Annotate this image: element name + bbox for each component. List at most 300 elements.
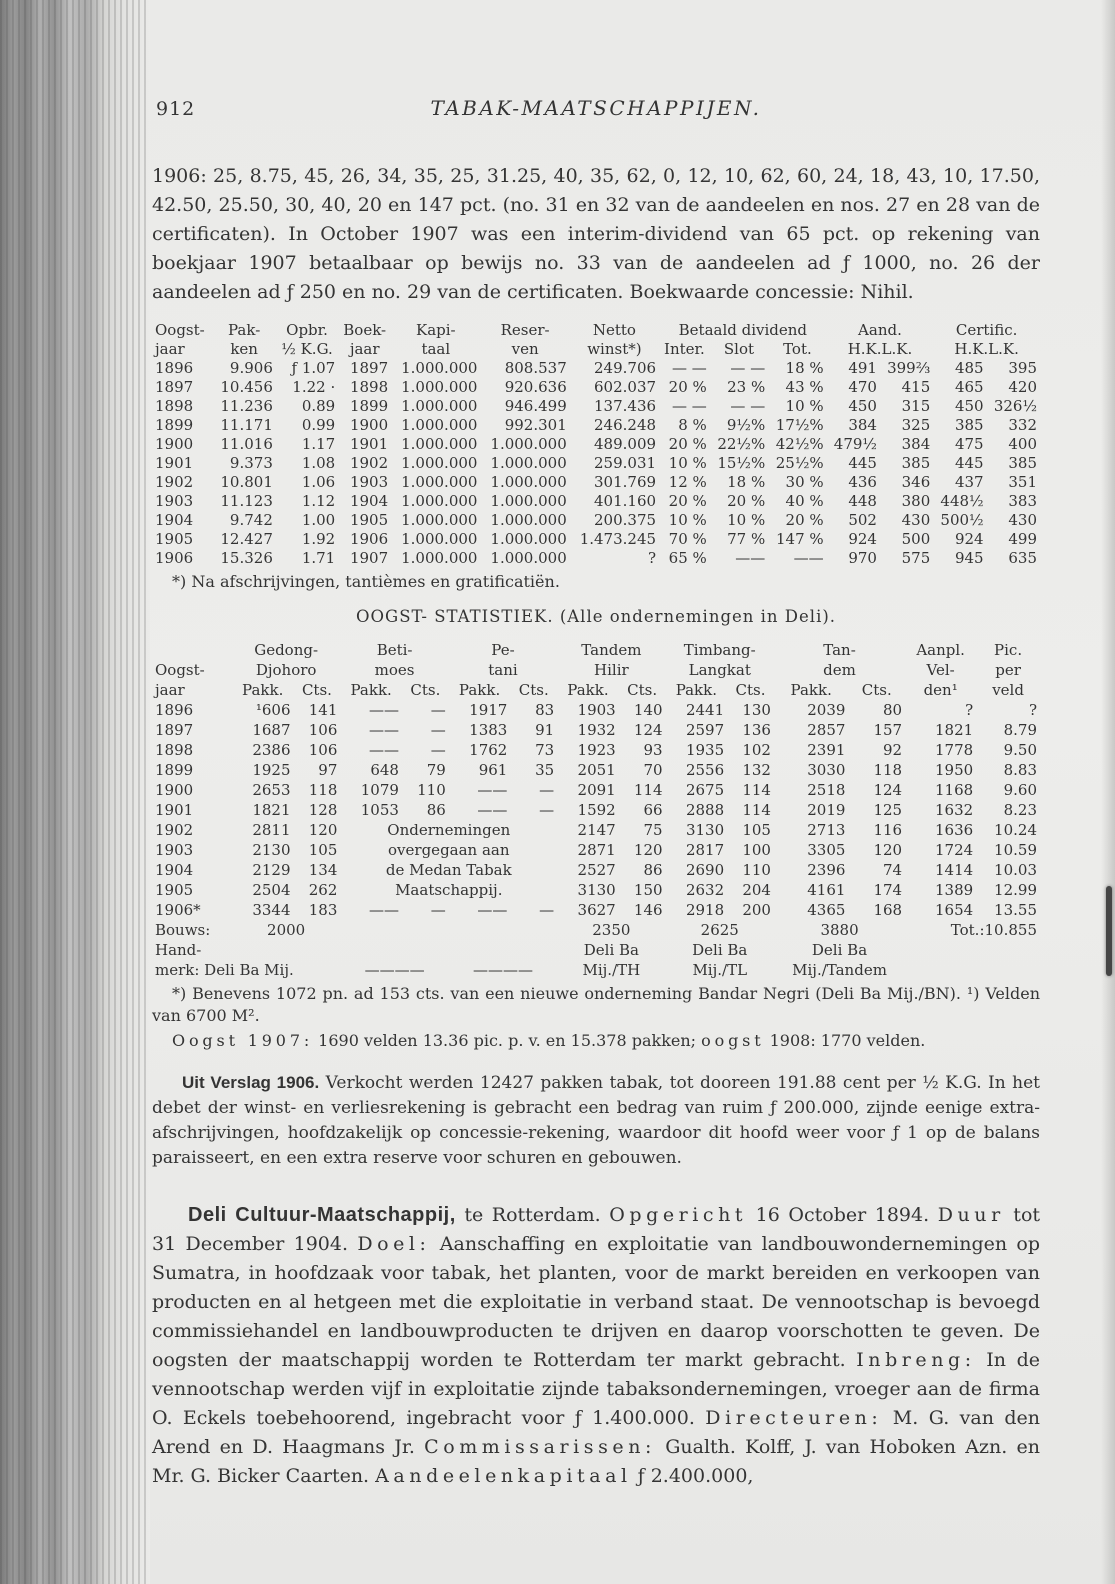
cell: 2597 [685,721,725,739]
cell: 2518 [807,781,846,799]
header-cell: jaar [155,340,185,358]
cell: 1.06 [301,473,336,491]
cell: — — [671,359,707,377]
cell: 30 % [785,473,824,491]
table-row [152,740,1040,760]
cell: 401.160 [594,492,657,510]
cell: — — [671,397,707,415]
cell: 8.83 [1003,761,1037,779]
cell: 2713 [807,821,846,839]
cell: 9.60 [1003,781,1037,799]
header-cell: Hilir [594,661,629,679]
cell: 130 [742,701,771,719]
cell: 35 [535,761,555,779]
cell: 1.473.245 [579,530,657,548]
cell: — [539,781,555,799]
text-segment: ƒ 2.400.000, [631,1465,754,1487]
header-cell: Certific. [955,321,1018,339]
cell: 1.000.000 [401,511,478,529]
table-header-row [152,321,1040,340]
cell: 1903 [155,841,194,859]
cell: 1905 [155,530,194,548]
cell: 1907 [349,549,389,567]
cell: 1906 [155,549,194,567]
cell: 635 [1008,549,1037,567]
cell [340,940,448,960]
header-cell: Opbr. [286,321,328,339]
cell: — [430,721,446,739]
cell: 399⅔ [887,359,931,377]
cell: 79 [426,761,446,779]
cell: 1.000.000 [490,530,567,548]
cell: — — [730,359,766,377]
cell: 1168 [934,781,974,799]
cell: 12.427 [220,530,273,548]
cell: 961 [478,761,508,779]
cell: 70 [643,761,663,779]
cell: 2871 [577,841,616,859]
cell: 2918 [685,901,725,919]
cell: 332 [1008,416,1037,434]
cell: Bouws: [155,921,211,939]
cell: 2051 [577,761,616,779]
cell: 74 [883,861,903,879]
oogst-statistiek-table [152,640,1040,980]
header-cell: Timbang- [683,641,756,659]
text-segment: tot 31 December 1904. [152,1204,1041,1255]
cell: 1654 [934,901,974,919]
cell: 1896 [155,701,194,719]
cell: 70 % [668,530,707,548]
header-cell: Boek- [343,321,387,339]
cell: 1.000.000 [490,549,567,567]
oogst-1907-line [152,1030,1040,1052]
cell: 125 [873,801,903,819]
table-header-row [152,340,1040,359]
cell: —— [368,701,399,719]
header-cell: ven [511,340,539,358]
cell: 1901 [155,454,194,472]
cell: 136 [742,721,771,739]
cell: 249.706 [594,359,657,377]
cell: 65 % [668,549,707,567]
table-header-row [152,660,1040,680]
header-cell: Cts. [410,681,441,699]
cell: 18 % [727,473,766,491]
cell: 475 [954,435,984,453]
header-cell: H.K.L.K. [954,340,1019,358]
cell: Tot.:10.855 [950,921,1037,939]
cell: 2888 [685,801,725,819]
cell: 1383 [469,721,508,739]
cell: 100 [742,841,771,859]
cell: 9.373 [229,454,273,472]
table-row [152,780,1040,800]
cell: 465 [954,378,984,396]
cell: 120 [873,841,903,859]
text-segment: Commissarissen: [424,1436,656,1458]
header-cell: Betaald dividend [678,321,808,339]
cell: 124 [873,781,903,799]
cell: 648 [370,761,399,779]
cell: Ondernemingen [387,821,511,839]
cell: 10.24 [994,821,1037,839]
cell: 1724 [934,841,974,859]
cell: 11.236 [220,397,273,415]
header-cell: dem [823,661,856,679]
cell: 301.769 [594,473,657,491]
cell: 1898 [349,378,389,396]
cell: 140 [633,701,663,719]
cell: 97 [318,761,338,779]
cell: 2632 [685,881,725,899]
text-segment: In de vennootschap werden vijf in exploitatie zijnde tabaksondernemingen, vroeger aan de firma O. Eckels toebehoorend, ingebracht voor ƒ 1.400.000. [152,1349,1040,1429]
header-cell: Vel- [926,661,955,679]
cell: 1917 [469,701,508,719]
cell: 200.375 [594,511,657,529]
cell: — [430,901,446,919]
cell: 1898 [155,741,194,759]
cell: ¹606 [255,701,291,719]
table-row [152,359,1040,378]
table-row [152,960,1040,980]
cell: 11.171 [220,416,273,434]
cell: 3130 [685,821,725,839]
header-cell: Cts. [627,681,658,699]
cell: 23 % [727,378,766,396]
cell: 420 [1008,378,1037,396]
cell: 1.17 [301,435,336,453]
cell: 1.000.000 [401,359,478,377]
table-header-row [152,680,1040,700]
cell: 17½% [775,416,824,434]
cell: — — [730,397,766,415]
cell: 1.71 [301,549,336,567]
cell: 43 % [785,378,824,396]
cell: 1902 [349,454,389,472]
cell: 11.123 [220,492,273,510]
cell: 315 [901,397,931,415]
cell: 93 [643,741,663,759]
oogst-statistiek-title: OOGST- STATISTIEK. (Alle ondernemingen in Deli). [355,607,837,626]
dividend-table [152,321,1040,568]
cell: — [539,801,555,819]
cell: —— [368,721,399,739]
header-cell: Tan- [823,641,856,659]
header-cell: Tot. [783,340,812,358]
book-binding [0,0,150,1584]
cell: 3880 [820,921,859,939]
cell: 2129 [252,861,291,879]
cell: 1.000.000 [401,378,478,396]
cell: 1903 [155,492,194,510]
cell: 9½% [726,416,766,434]
table-row [152,435,1040,454]
cell: 20 % [668,492,707,510]
cell: 470 [848,378,877,396]
cell: 1.08 [301,454,336,472]
cell: 20 % [785,511,824,529]
header-cell: Gedong- [254,641,319,659]
cell: 1925 [252,761,291,779]
cell: 1.000.000 [401,397,478,415]
cell: 2000 [267,921,306,939]
cell: 1904 [349,492,389,510]
cell: 1762 [469,741,508,759]
table-row [152,820,1040,840]
table-row [152,800,1040,820]
cell: 114 [742,781,771,799]
cell: 1902 [155,821,194,839]
cell: 924 [848,530,877,548]
cell: 430 [1008,511,1037,529]
cell: 1902 [155,473,194,491]
cell: 12.99 [994,881,1037,899]
header-cell: Netto [592,321,636,339]
cell: 1900 [155,781,194,799]
cell: 10 % [785,397,824,415]
cell: 106 [308,741,338,759]
cell: 106 [308,721,338,739]
header-cell: Langkat [688,661,751,679]
cell: 946.499 [504,397,567,415]
cell: 1897 [155,378,194,396]
dividend-table-footnote: *) Na afschrijvingen, tantièmes en gratificatiën. [172,572,560,591]
cell: 1923 [577,741,616,759]
text-segment: Oogst 1907: [172,1031,314,1050]
header-cell: den¹ [923,681,958,699]
cell: 10.59 [994,841,1037,859]
text-segment: Inbreng: [856,1349,976,1371]
cell: 945 [954,549,984,567]
cell: ———— [364,961,425,979]
cell: 9.906 [229,359,273,377]
cell: 118 [873,761,903,779]
cell: —— [477,901,508,919]
cell: 1897 [349,359,389,377]
cell: 1389 [934,881,974,899]
cell: ? [965,701,974,719]
cell: 2527 [577,861,616,879]
cell: 415 [901,378,931,396]
cell: — [539,901,555,919]
table-row [152,860,1040,880]
cell: 132 [742,761,771,779]
cell: 8.23 [1003,801,1037,819]
cell: 448½ [940,492,984,510]
cell: 18 % [785,359,824,377]
cell: Deli Ba [811,941,868,959]
cell: 2386 [252,741,291,759]
cell: 3344 [252,901,291,919]
cell: 445 [954,454,984,472]
cell: 1903 [349,473,389,491]
text-segment: Duur [937,1204,1005,1226]
cell: 395 [1008,359,1037,377]
table-row [152,920,1040,940]
cell: 384 [901,435,931,453]
table-row [152,416,1040,435]
cell: 400 [1008,435,1037,453]
cell: 502 [848,511,877,529]
cell: 1.000.000 [401,530,478,548]
cell: 499 [1008,530,1037,548]
header-cell: Aanpl. [916,641,965,659]
header-cell: Reser- [500,321,550,339]
text-segment: M. G. van den Arend en D. Haagmans Jr. [152,1407,1040,1458]
cell: 351 [1008,473,1037,491]
cell: 385 [901,454,931,472]
header-cell: Pakk. [242,681,284,699]
cell: 2391 [807,741,846,759]
cell: 450 [848,397,877,415]
cell: 2130 [252,841,291,859]
cell: 0.89 [301,397,336,415]
cell: 3305 [807,841,846,859]
cell: 2504 [252,881,291,899]
cell: 385 [1008,454,1037,472]
cell: Mij./TH [582,961,641,979]
cell: —— [477,801,508,819]
cell: 91 [535,721,555,739]
cell: 1821 [252,801,291,819]
header-cell: winst*) [587,340,642,358]
cell: 8 % [678,416,707,434]
verslag-1906-paragraph [152,1070,1040,1171]
table-row [152,720,1040,740]
cell: 1.000.000 [490,454,567,472]
text-segment: Directeuren: [705,1407,883,1429]
cell: 10 % [668,454,707,472]
cell: 1636 [934,821,974,839]
header-cell: Pakk. [790,681,832,699]
cell: 120 [308,821,338,839]
table-row [152,473,1040,492]
text-segment: Doel: [357,1233,431,1255]
header-cell: tani [488,661,518,679]
cell: 1.000.000 [401,435,478,453]
cell: 204 [742,881,771,899]
cell: 1.22 · [292,378,336,396]
header-cell: Cts. [861,681,892,699]
cell: 2811 [252,821,291,839]
cell: 105 [742,821,771,839]
cell: —— [368,901,399,919]
cell: 118 [308,781,338,799]
header-cell: Pak- [228,321,261,339]
cell: 86 [426,801,446,819]
cell: 3130 [577,881,616,899]
header-cell: Aand. [858,321,902,339]
cell: 479½ [833,435,877,453]
cell: 2091 [577,781,616,799]
cell: 489.009 [594,435,657,453]
cell: 120 [633,841,663,859]
cell: 1897 [155,721,194,739]
cell: 11.016 [220,435,273,453]
text-segment: Verkocht werden 12427 pakken tabak, tot dooreen 191.88 cent per ½ K.G. In het debet der winst- en verliesrekening is gebracht een bedrag van ruim ƒ 200.000, zijnde eenige extra-afschrijvingen, hoofdzakelijk op concessie-rekening, waardoor dit hoofd weer voor ƒ 1 op de balans paraisseert, en een extra reserve voor schuren en gebouwen. [152,1073,1040,1168]
cell: 1592 [577,801,616,819]
cell: 326½ [993,397,1037,415]
cell: 22½% [717,435,766,453]
deli-cultuur-paragraph [152,1201,1040,1491]
text-segment: Uit Verslag 1906. [182,1073,320,1092]
table-row [152,880,1040,900]
cell: ƒ 1.07 [291,359,336,377]
cell: 1899 [155,761,194,779]
header-cell: Tandem [581,641,642,659]
cell: 10.801 [220,473,273,491]
cell: 1687 [252,721,291,739]
header-cell: per [995,661,1021,679]
cell: 380 [901,492,931,510]
cell: 157 [873,721,903,739]
cell: 3627 [577,901,616,919]
cell: 1.000.000 [490,492,567,510]
text-segment: oogst [701,1031,765,1050]
cell: 1900 [349,416,389,434]
cell: 102 [742,741,771,759]
cell: 2556 [685,761,725,779]
cell [449,920,557,940]
header-cell: Pe- [491,641,515,659]
cell: 992.301 [504,416,567,434]
cell: 1904 [155,511,194,529]
cell: 384 [848,416,877,434]
cell: Maatschappij. [395,881,503,899]
header-cell: moes [374,661,415,679]
cell: 2019 [807,801,846,819]
cell: 2039 [807,701,846,719]
cell: ? [1028,701,1037,719]
cell: 114 [742,801,771,819]
cell [340,920,448,940]
cell: 1901 [155,801,194,819]
cell: 2396 [807,861,846,879]
cell: 168 [873,901,903,919]
cell: 25½% [775,454,824,472]
cell: 110 [417,781,446,799]
cell: Deli Ba [583,941,639,959]
cell: 1899 [349,397,389,415]
cell: 808.537 [504,359,567,377]
header-cell [152,640,232,660]
cell: 114 [633,781,663,799]
cell: 141 [308,701,338,719]
cell: 448 [848,492,877,510]
cell: 75 [643,821,663,839]
cell: Mij./Tandem [792,961,887,979]
cell: 920.636 [504,378,567,396]
table-row [152,940,1040,960]
cell: 500½ [940,511,984,529]
cell: 147 % [775,530,824,548]
ink-mark [1106,886,1112,976]
page-header [152,96,1040,128]
cell: 10.03 [994,861,1037,879]
cell: 2350 [592,921,631,939]
cell: 385 [954,416,984,434]
cell: 325 [901,416,931,434]
cell: 1.000.000 [490,473,567,491]
cell: 105 [308,841,338,859]
cell: 1896 [155,359,194,377]
cell: 436 [848,473,877,491]
cell: merk: Deli Ba Mij. [155,961,294,979]
cell: 1906* [155,901,201,919]
table-row [152,397,1040,416]
table-row [152,549,1040,568]
